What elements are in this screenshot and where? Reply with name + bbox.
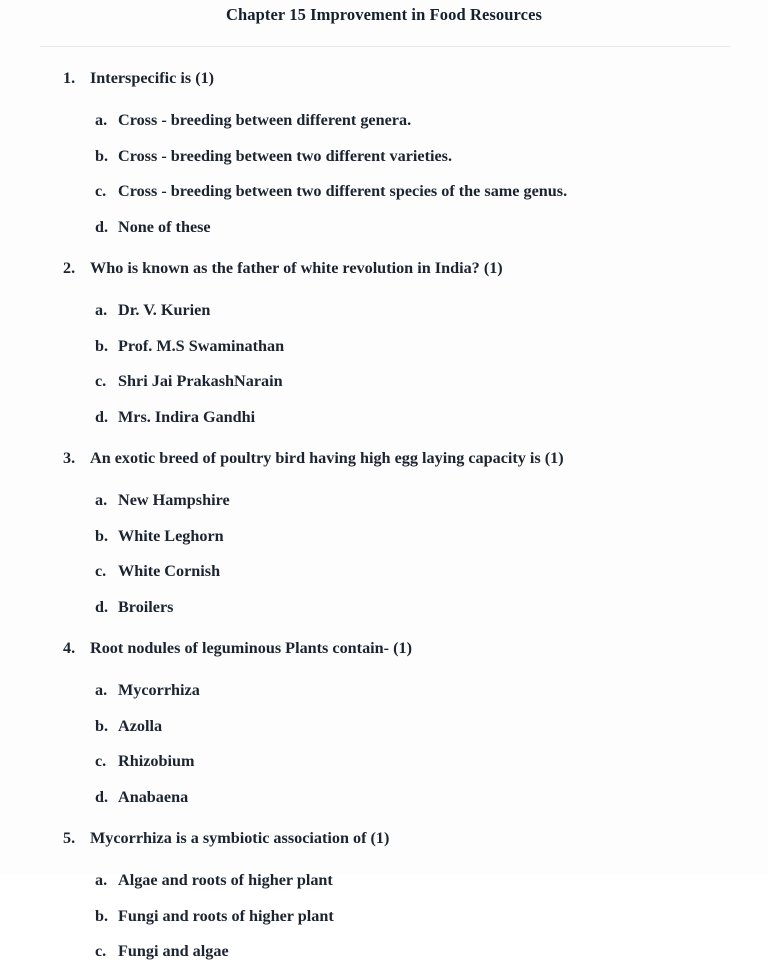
question-number: 4.: [63, 639, 76, 658]
question-text-row: [0, 47, 768, 88]
option-text: Fungi and algae: [118, 942, 229, 961]
option-text: Algae and roots of higher plant: [118, 871, 333, 890]
question-number: 2.: [63, 259, 76, 278]
question-marks: (1): [370, 829, 390, 848]
question-marks: (1): [393, 639, 412, 658]
option-row[interactable]: [0, 182, 768, 201]
option-text: Azolla: [118, 716, 163, 735]
question-block: [0, 617, 768, 807]
option-text: None of these: [118, 217, 211, 236]
option-row[interactable]: [0, 218, 768, 237]
question-marks: (1): [483, 259, 503, 278]
option-marker: c.: [95, 182, 107, 201]
option-text: Rhizobium: [118, 752, 195, 771]
question-text-row: [0, 807, 768, 848]
option-marker: d.: [95, 407, 109, 426]
question-marks: (1): [544, 449, 564, 468]
question-block: [0, 237, 768, 427]
question-statement: Who is known as the father of white revolution in India?: [90, 259, 484, 278]
option-marker: a.: [95, 491, 108, 510]
option-marker: c.: [95, 562, 107, 581]
option-row[interactable]: [0, 681, 768, 700]
option-text: Cross - breeding between two different species of the same genus.: [118, 182, 568, 201]
option-text: Fungi and roots of higher plant: [118, 906, 334, 925]
option-row[interactable]: [0, 562, 768, 581]
question-statement: Interspecific is: [90, 69, 196, 88]
question-number: 1.: [63, 69, 76, 88]
question-marks: (1): [195, 69, 215, 88]
option-text: New Hampshire: [118, 491, 230, 510]
option-row[interactable]: [0, 942, 768, 961]
option-list: [0, 111, 768, 237]
option-marker: d.: [95, 217, 109, 236]
option-text: White Cornish: [118, 562, 221, 581]
option-marker: d.: [95, 597, 109, 616]
question-statement: An exotic breed of poultry bird having high egg laying capacity is: [90, 449, 545, 468]
option-marker: c.: [95, 942, 107, 961]
option-row[interactable]: [0, 147, 768, 166]
option-row[interactable]: [0, 491, 768, 510]
option-text: Shri Jai PrakashNarain: [118, 372, 283, 391]
option-row[interactable]: [0, 372, 768, 391]
option-text: White Leghorn: [118, 526, 224, 545]
question-block: [0, 47, 768, 237]
question-number: 5.: [63, 829, 76, 848]
question-statement: Mycorrhiza is a symbiotic association of: [90, 829, 371, 848]
option-row[interactable]: [0, 788, 768, 807]
question-text-row: [0, 427, 768, 468]
option-text: Cross - breeding between two different varieties.: [118, 146, 453, 165]
option-text: Mrs. Indira Gandhi: [118, 407, 256, 426]
option-row[interactable]: [0, 752, 768, 771]
option-marker: b.: [95, 906, 109, 925]
option-list: [0, 681, 768, 807]
option-text: Prof. M.S Swaminathan: [118, 336, 285, 355]
option-marker: a.: [95, 871, 108, 890]
option-row[interactable]: [0, 871, 768, 890]
option-row[interactable]: [0, 111, 768, 130]
option-list: [0, 871, 768, 961]
option-marker: c.: [95, 752, 107, 771]
option-marker: b.: [95, 716, 109, 735]
option-row[interactable]: [0, 717, 768, 736]
option-row[interactable]: [0, 408, 768, 427]
option-marker: a.: [95, 681, 108, 700]
option-text: Dr. V. Kurien: [118, 301, 211, 320]
question-text-row: [0, 237, 768, 278]
option-marker: c.: [95, 372, 107, 391]
option-marker: b.: [95, 336, 109, 355]
option-marker: b.: [95, 146, 109, 165]
question-block: [0, 427, 768, 617]
option-text: Mycorrhiza: [118, 681, 200, 700]
option-text: Broilers: [118, 597, 174, 616]
option-marker: b.: [95, 526, 109, 545]
option-text: Cross - breeding between different genera.: [118, 111, 412, 130]
option-row[interactable]: [0, 907, 768, 926]
option-text: Anabaena: [118, 787, 189, 806]
question-text-row: [0, 617, 768, 658]
option-list: [0, 491, 768, 617]
option-row[interactable]: [0, 527, 768, 546]
option-marker: a.: [95, 301, 108, 320]
page-title: Chapter 15 Improvement in Food Resources: [225, 5, 543, 24]
question-number: 3.: [63, 449, 76, 468]
question-statement: Root nodules of leguminous Plants contain-: [90, 639, 394, 658]
option-marker: a.: [95, 111, 108, 130]
option-row[interactable]: [0, 337, 768, 356]
option-marker: d.: [95, 787, 109, 806]
question-block: [0, 807, 768, 962]
option-row[interactable]: [0, 301, 768, 320]
option-row[interactable]: [0, 598, 768, 617]
question-list: [0, 47, 768, 962]
option-list: [0, 301, 768, 427]
